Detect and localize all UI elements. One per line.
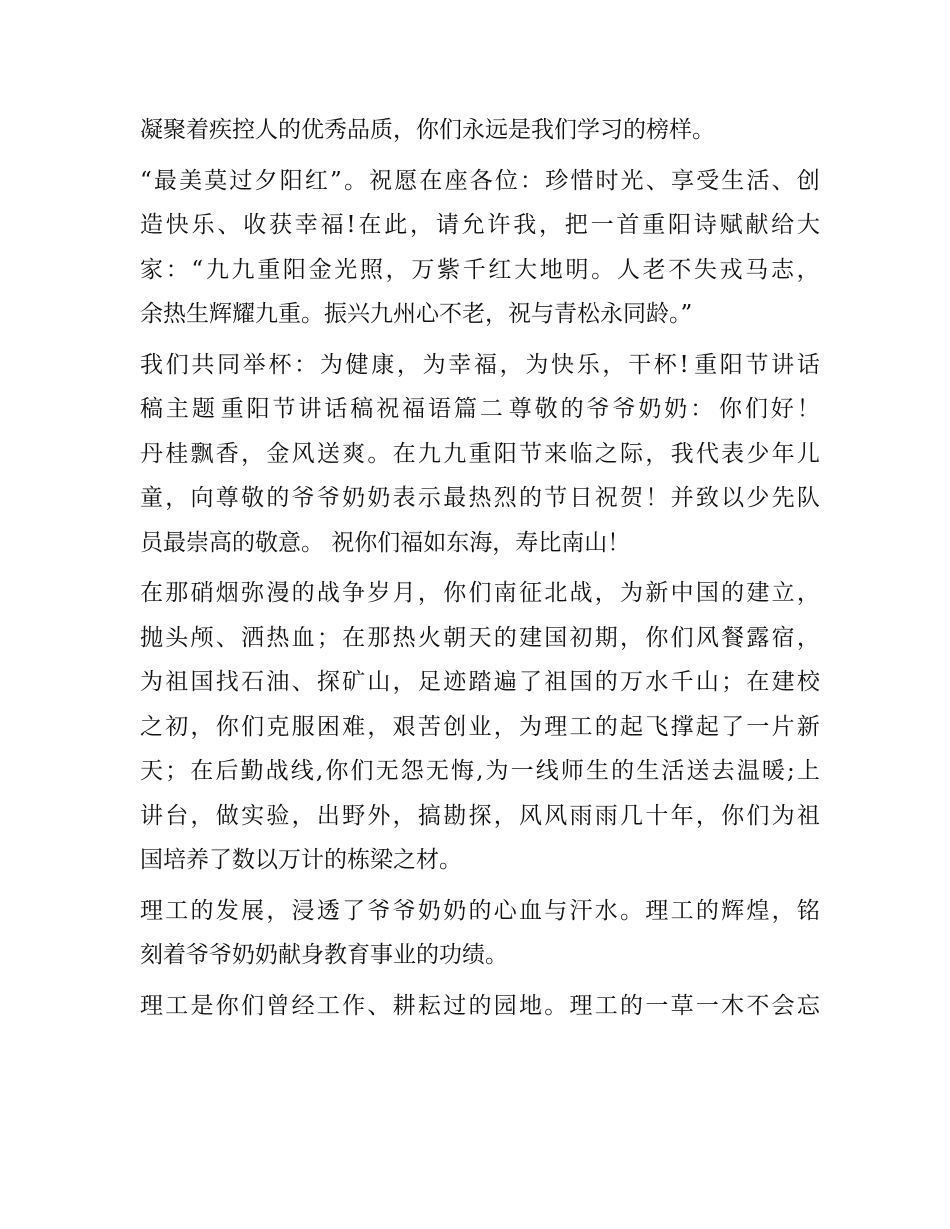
text-line: 天 ； 在 后 勤 战 线 , 你 们 无 怨 无 悔 , 为 一 线 师 生 的 生 活 送 去 温 暖 ; 上 [140, 758, 820, 784]
text-line: 员最崇高的敬意。 祝你们福如东海，寿比南山！ [140, 529, 631, 556]
text-line: 抛 头 颅 、 洒 热 血 ； 在 那 热 火 朝 天 的 建 国 初 期 ， 你 们 风 餐 露 宿 ， [140, 624, 820, 651]
text-line: 讲 台 ， 做 实 验 ， 出 野 外 ， 搞 勘 探 ， 风 风 雨 雨 几 十 年 ， 你 们 为 祖 [140, 802, 820, 829]
body-text [140, 108, 820, 1028]
text-line: 家 ： “ 九 九 重 阳 金 光 照 ， 万 紫 千 红 大 地 明 。 人 老 不 失 戎 马 志 ， [140, 256, 820, 283]
text-line: 理 工 是 你 们 曾 经 工 作 、 耕 耘 过 的 园 地 。 理 工 的 一 草 一 木 不 会 忘 [140, 992, 820, 1019]
text-line: 童 ， 向 尊 敬 的 爷 爷 奶 奶 表 示 最 热 烈 的 节 日 祝 贺 ！ 并 致 以 少 先 队 [140, 485, 820, 511]
text-line: 为 祖 国 找 石 油 、 探 矿 山 ， 足 迹 踏 遍 了 祖 国 的 万 水 千 山 ； 在 建 校 [140, 669, 820, 695]
text-line: 造 快 乐 、 收 获 幸 福 ! 在 此 ， 请 允 许 我 ， 把 一 首 重 阳 诗 赋 献 给 大 [140, 212, 820, 238]
text-line: 之 初 ， 你 们 克 服 困 难 ， 艰 苦 创 业 ， 为 理 工 的 起 飞 撑 起 了 一 片 新 [140, 713, 820, 740]
text-line: 稿 主 题 重 阳 节 讲 话 稿 祝 福 语 篇 二 尊 敬 的 爷 爷 奶 奶 ： 你 们 好 ！ [140, 396, 820, 422]
text-line: 丹 桂 飘 香 ， 金 风 送 爽 。 在 九 九 重 阳 节 来 临 之 际 ， 我 代 表 少 年 儿 [140, 440, 820, 467]
text-line: 理 工 的 发 展 ， 浸 透 了 爷 爷 奶 奶 的 心 血 与 汗 水 。 理 工 的 辉 煌 ， 铭 [140, 897, 820, 924]
text-line: 余热生辉耀九重。振兴九州心不老，祝与青松永同龄。” [140, 301, 693, 327]
text-line: 国培养了数以万计的栋梁之材。 [140, 847, 462, 873]
text-line: 凝聚着疾控人的优秀品质，你们永远是我们学习的榜样。 [140, 117, 715, 143]
text-line: “ 最 美 莫 过 夕 阳 红 ” 。 祝 愿 在 座 各 位 ： 珍 惜 时 光 、 享 受 生 活 、 创 [140, 167, 820, 194]
text-line: 我 们 共 同 举 杯 ： 为 健 康 ， 为 幸 福 ， 为 快 乐 ， 干 杯 ! 重 阳 节 讲 话 [140, 351, 820, 378]
text-line: 在 那 硝 烟 弥 漫 的 战 争 岁 月 ， 你 们 南 征 北 战 ， 为 新 中 国 的 建 立 ， [140, 580, 820, 606]
text-line: 刻着爷爷奶奶献身教育事业的功绩。 [140, 942, 508, 968]
